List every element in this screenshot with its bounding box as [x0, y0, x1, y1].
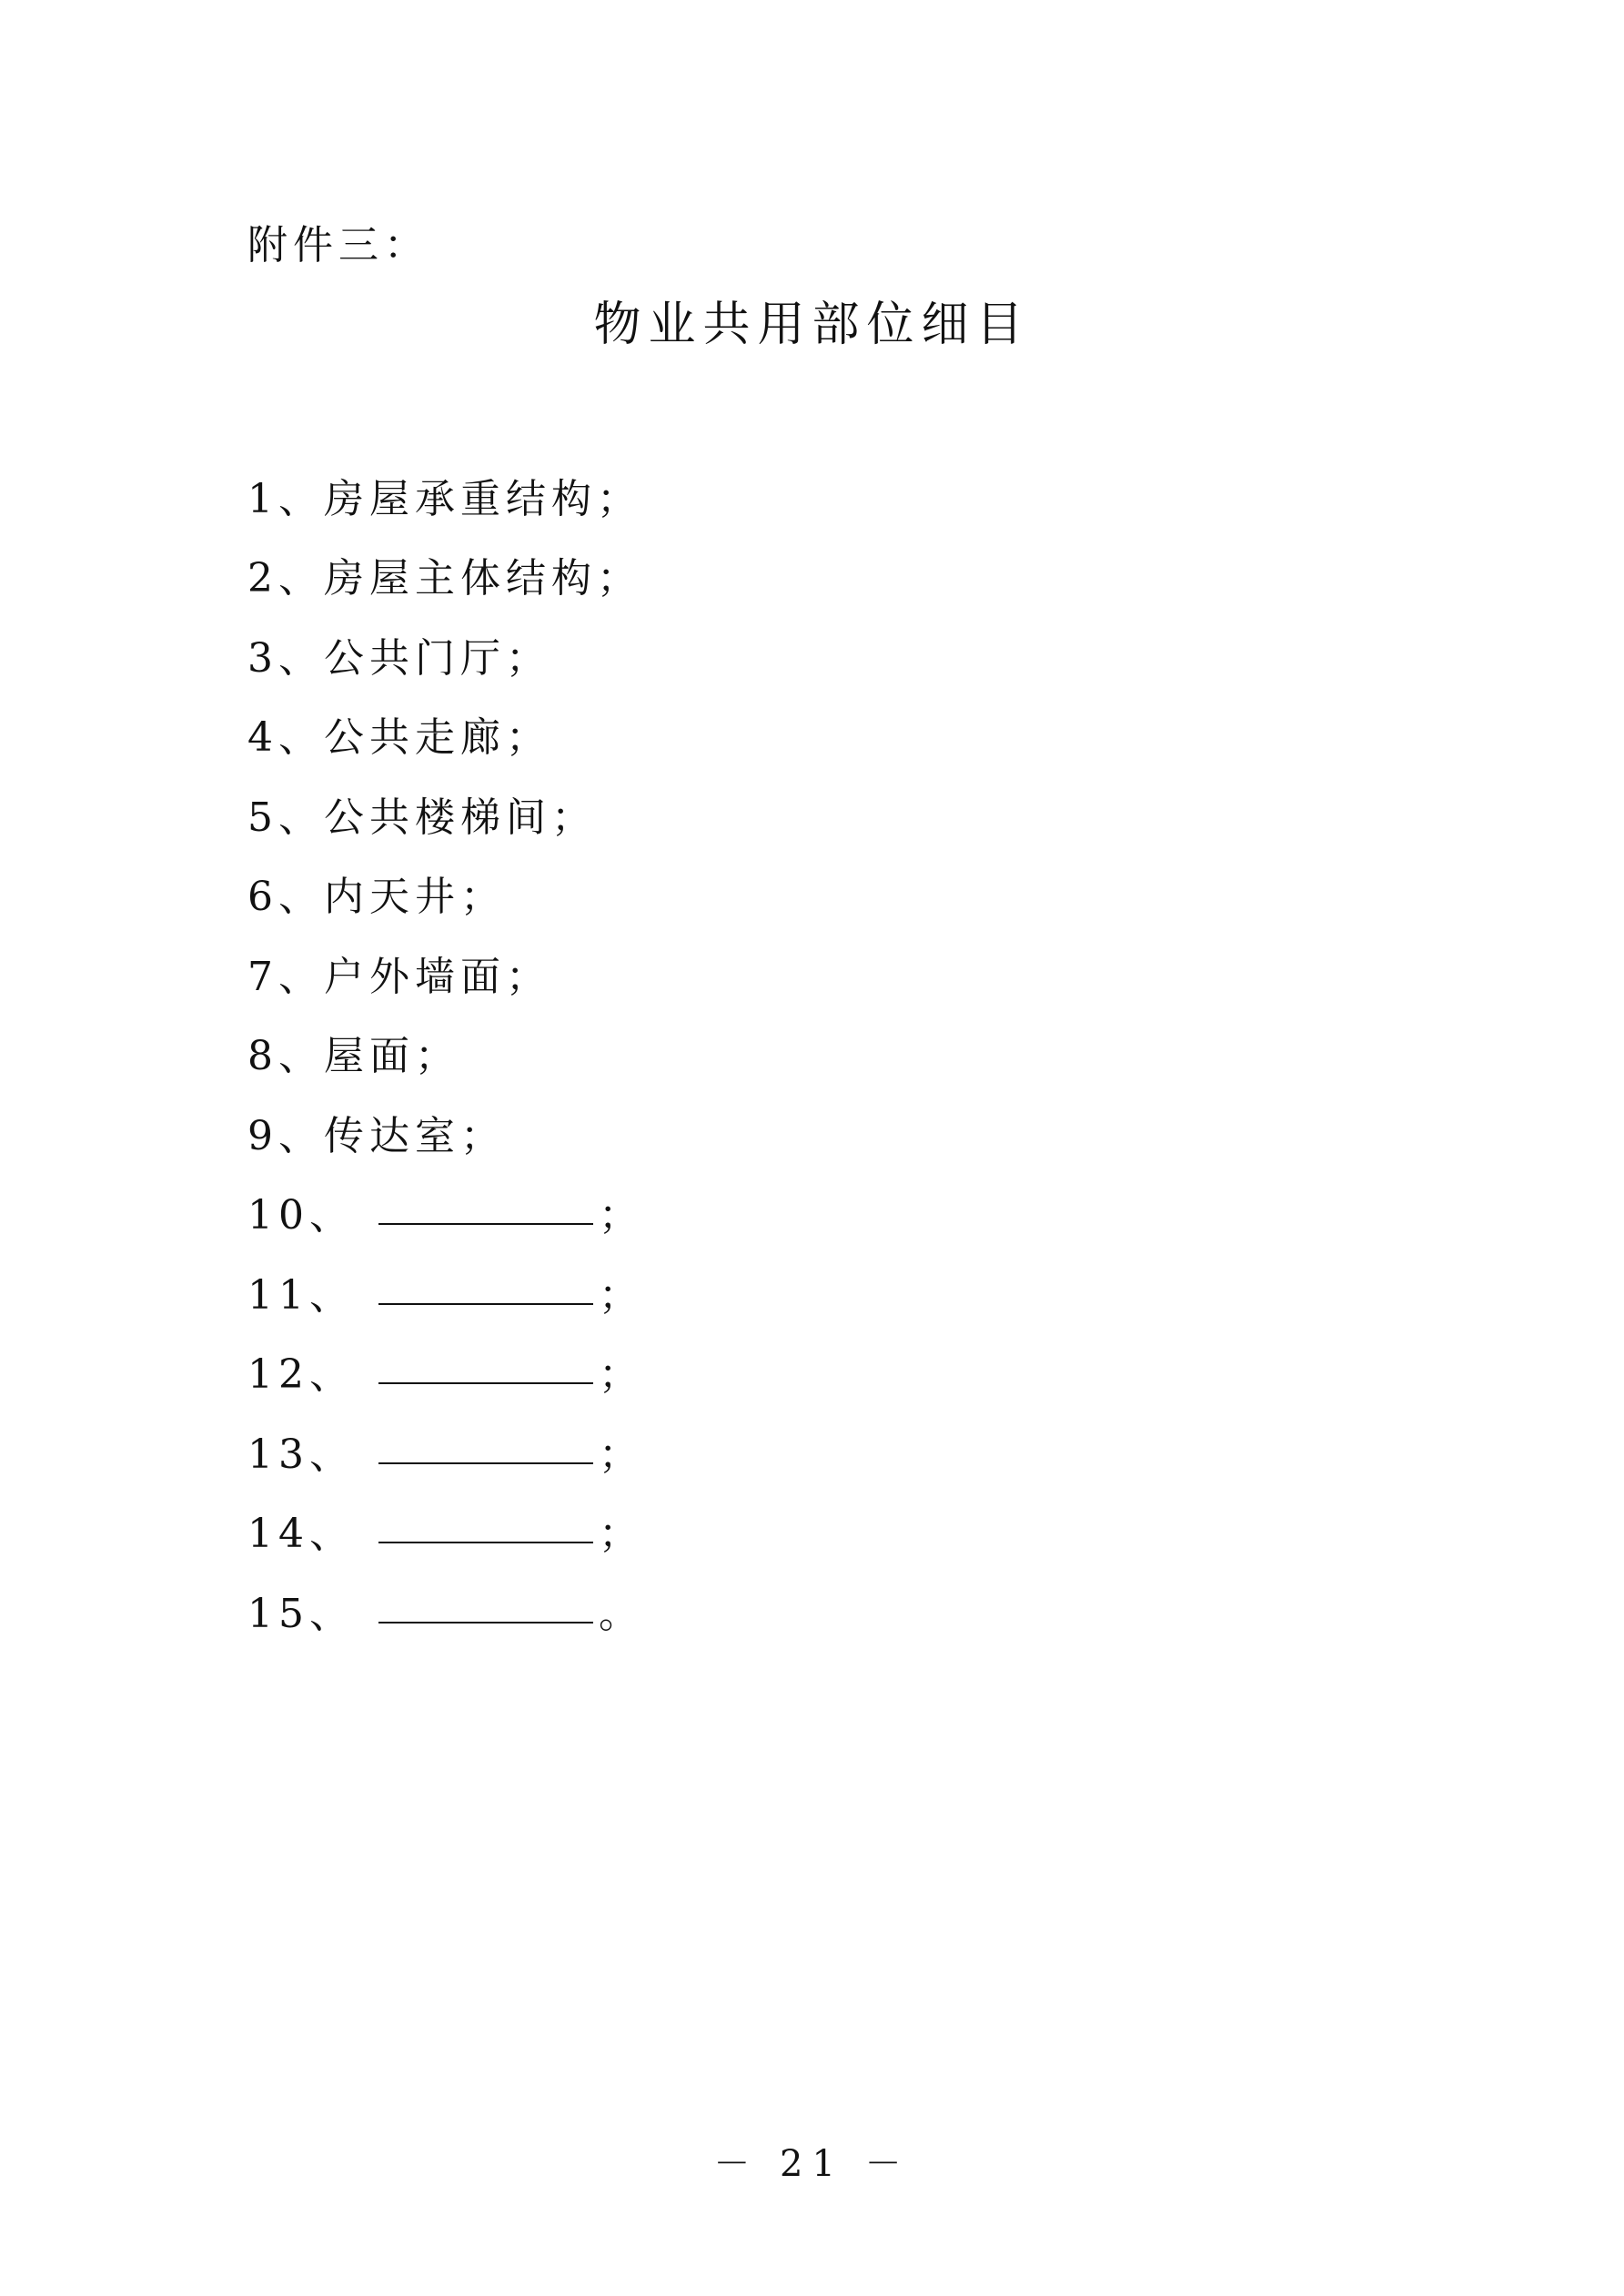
item-number: 14、	[247, 1511, 355, 1558]
item-number: 2、	[247, 555, 324, 602]
fill-in-blank[interactable]	[378, 1342, 593, 1384]
list-item	[247, 1092, 644, 1172]
item-text: 传达室；	[324, 1112, 506, 1159]
item-number: 12、	[247, 1351, 355, 1399]
item-number: 15、	[247, 1590, 355, 1637]
blank-list-item	[247, 1491, 644, 1571]
item-number: 11、	[247, 1271, 355, 1319]
fill-in-blank[interactable]	[378, 1502, 593, 1543]
item-number: 10、	[247, 1192, 355, 1239]
item-number: 7、	[247, 953, 324, 1000]
item-end-punctuation: ；	[599, 1511, 644, 1558]
item-number: 1、	[247, 475, 324, 522]
item-number: 8、	[247, 1033, 324, 1080]
item-text: 房屋承重结构；	[324, 475, 642, 522]
item-list	[247, 455, 644, 1650]
blank-list-item	[247, 1172, 644, 1252]
list-item	[247, 694, 644, 774]
item-text: 屋面；	[324, 1033, 460, 1080]
fill-in-blank[interactable]	[378, 1183, 593, 1225]
item-end-punctuation: ；	[599, 1351, 644, 1399]
list-item	[247, 455, 644, 535]
page-number: － 21 －	[713, 2143, 911, 2185]
item-end-punctuation: 。	[599, 1590, 644, 1637]
item-number: 6、	[247, 874, 324, 921]
item-number: 9、	[247, 1112, 324, 1159]
list-item	[247, 933, 644, 1013]
blank-list-item	[247, 1331, 644, 1411]
item-text: 房屋主体结构；	[324, 555, 642, 602]
blank-list-item	[247, 1570, 644, 1650]
item-text: 户外墙面；	[324, 953, 551, 1000]
item-end-punctuation: ；	[599, 1431, 644, 1478]
item-text: 公共门厅；	[324, 634, 551, 682]
item-end-punctuation: ；	[599, 1271, 644, 1319]
blank-list-item	[247, 1251, 644, 1331]
list-item	[247, 614, 644, 694]
list-item	[247, 1013, 644, 1093]
list-item	[247, 535, 644, 615]
item-text: 公共楼梯间；	[324, 794, 597, 841]
attachment-label: 附件三：	[247, 222, 429, 268]
item-number: 5、	[247, 794, 324, 841]
list-item	[247, 854, 644, 934]
item-number: 4、	[247, 714, 324, 762]
list-item	[247, 774, 644, 854]
item-end-punctuation: ；	[599, 1192, 644, 1239]
fill-in-blank[interactable]	[378, 1582, 593, 1623]
item-number: 3、	[247, 634, 324, 682]
fill-in-blank[interactable]	[378, 1263, 593, 1305]
item-text: 内天井；	[324, 874, 506, 921]
item-text: 公共走廊；	[324, 714, 551, 762]
document-title: 物业共用部位细目	[593, 298, 1031, 352]
item-number: 13、	[247, 1431, 355, 1478]
fill-in-blank[interactable]	[378, 1422, 593, 1464]
blank-list-item	[247, 1411, 644, 1491]
